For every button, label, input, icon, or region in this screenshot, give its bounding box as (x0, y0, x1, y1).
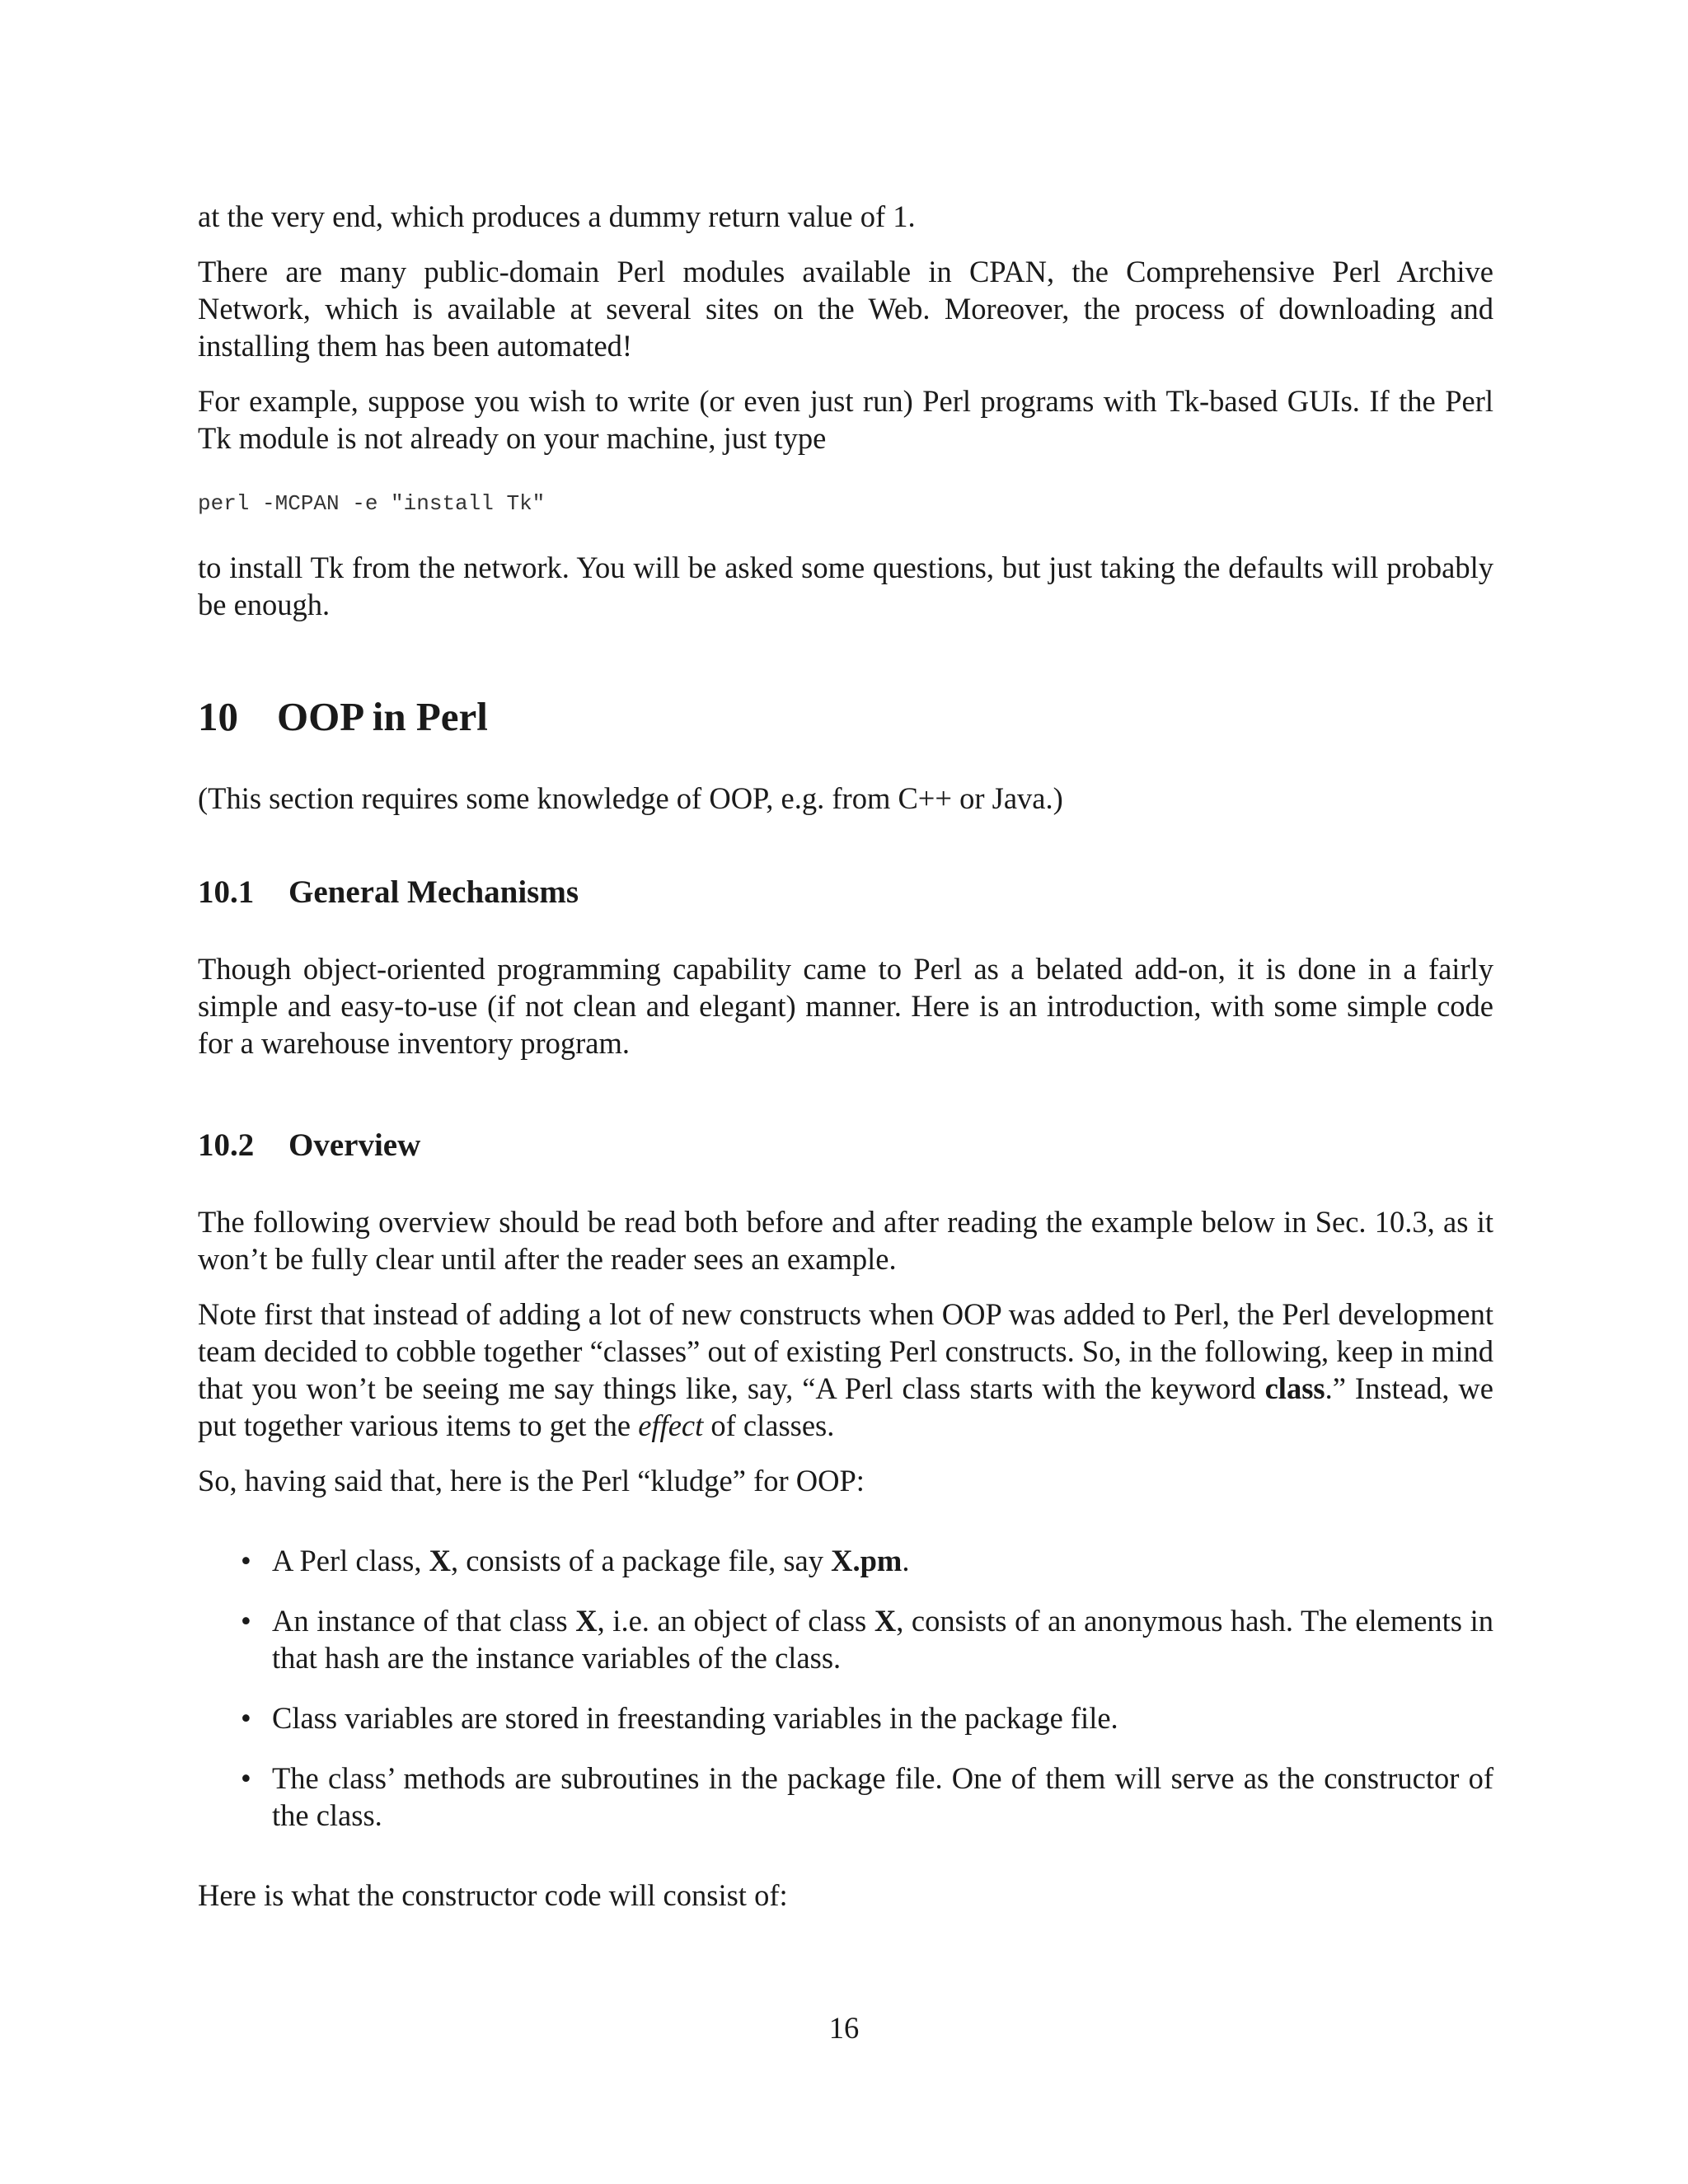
text-run: The class’ methods are subroutines in the package file. One of them will serve as the constructor of the class. (272, 1761, 1493, 1832)
paragraph-example: For example, suppose you wish to write (or even just run) Perl programs with Tk-based GUIs. If the Perl Tk module is not already on your machine, just type (198, 384, 1493, 455)
subsection-title: General Mechanisms (288, 874, 579, 910)
emphasis-effect: effect (638, 1408, 704, 1442)
page-number: 16 (828, 2011, 860, 2045)
paragraph-overview-1: The following overview should be read both before and after reading the example below in Sec. 10.3, as it won’t be fully clear until after the reader sees an example. (198, 1205, 1493, 1276)
bold-class-name: X (874, 1604, 897, 1638)
paragraph-cpan: There are many public-domain Perl modules available in CPAN, the Comprehensive Perl Archive Network, which is available at several sites on the Web. Moreover, the process of downloading and installing them has been automated! (198, 255, 1493, 363)
bullet-icon: • (241, 1544, 251, 1577)
list-item (198, 1699, 1493, 1736)
text-run: A Perl class, (272, 1544, 429, 1577)
subsection-heading-10-1 (198, 873, 1493, 912)
section-number: 10 (198, 694, 238, 739)
bullet-icon: • (241, 1761, 251, 1795)
bold-file-name: X.pm (831, 1544, 903, 1577)
text-run: , consists of a package file, say (450, 1544, 832, 1577)
list-item (198, 1602, 1493, 1676)
text-run: , consists of an anonymous hash. The elements in that hash are the instance variables of the class. (272, 1604, 1493, 1675)
list-item (198, 1760, 1493, 1834)
paragraph-general-mechanisms: Though object-oriented programming capability came to Perl as a belated add-on, it is done in a fairly simple and easy-to-use (if not clean and elegant) manner. Here is an introduction, with some simple code for a warehouse inventory program. (198, 952, 1493, 1060)
section-title: OOP in Perl (277, 694, 488, 739)
section-heading-10 (198, 692, 1493, 742)
subsection-heading-10-2 (198, 1126, 1493, 1165)
bullet-list (198, 1542, 1493, 1834)
bold-class-name: X (429, 1544, 451, 1577)
paragraph-install: to install Tk from the network. You will be asked some questions, but just taking the defaults will probably be enough. (198, 551, 1493, 621)
paragraph-intro-end: at the very end, which produces a dummy return value of 1. (198, 199, 916, 233)
text-run: , i.e. an object of class (597, 1604, 874, 1638)
bullet-icon: • (241, 1604, 251, 1638)
subsection-number: 10.1 (198, 874, 255, 910)
paragraph-closing: Here is what the constructor code will consist of: (198, 1878, 788, 1912)
code-install-tk: perl -MCPAN -e "install Tk" (198, 491, 546, 516)
paragraph-overview-3: So, having said that, here is the Perl “kludge” for OOP: (198, 1464, 865, 1497)
text-run: Class variables are stored in freestanding variables in the package file. (272, 1701, 1118, 1735)
list-item (198, 1542, 1493, 1579)
text-run: Note first that instead of adding a lot of new constructs when OOP was added to Perl, the Perl development team decided to cobble together “classes” out of existing Perl constructs. So, in the following, keep in mind that you won’t be seeing me say things like, say, “A Perl class starts with the keyword (198, 1297, 1493, 1405)
paragraph-overview-2 (198, 1296, 1493, 1444)
section-10-note: (This section requires some knowledge of OOP, e.g. from C++ or Java.) (198, 781, 1063, 815)
subsection-title: Overview (288, 1127, 421, 1163)
document-page (198, 198, 1493, 1914)
bullet-icon: • (241, 1701, 251, 1735)
text-run: An instance of that class (272, 1604, 576, 1638)
text-run: . (902, 1544, 910, 1577)
bold-class-name: X (575, 1604, 598, 1638)
text-run: of classes. (703, 1408, 835, 1442)
keyword-class: class (1264, 1371, 1325, 1405)
subsection-number: 10.2 (198, 1127, 255, 1163)
text-run: .” Instead, we put together various items to get the (198, 1371, 1493, 1442)
